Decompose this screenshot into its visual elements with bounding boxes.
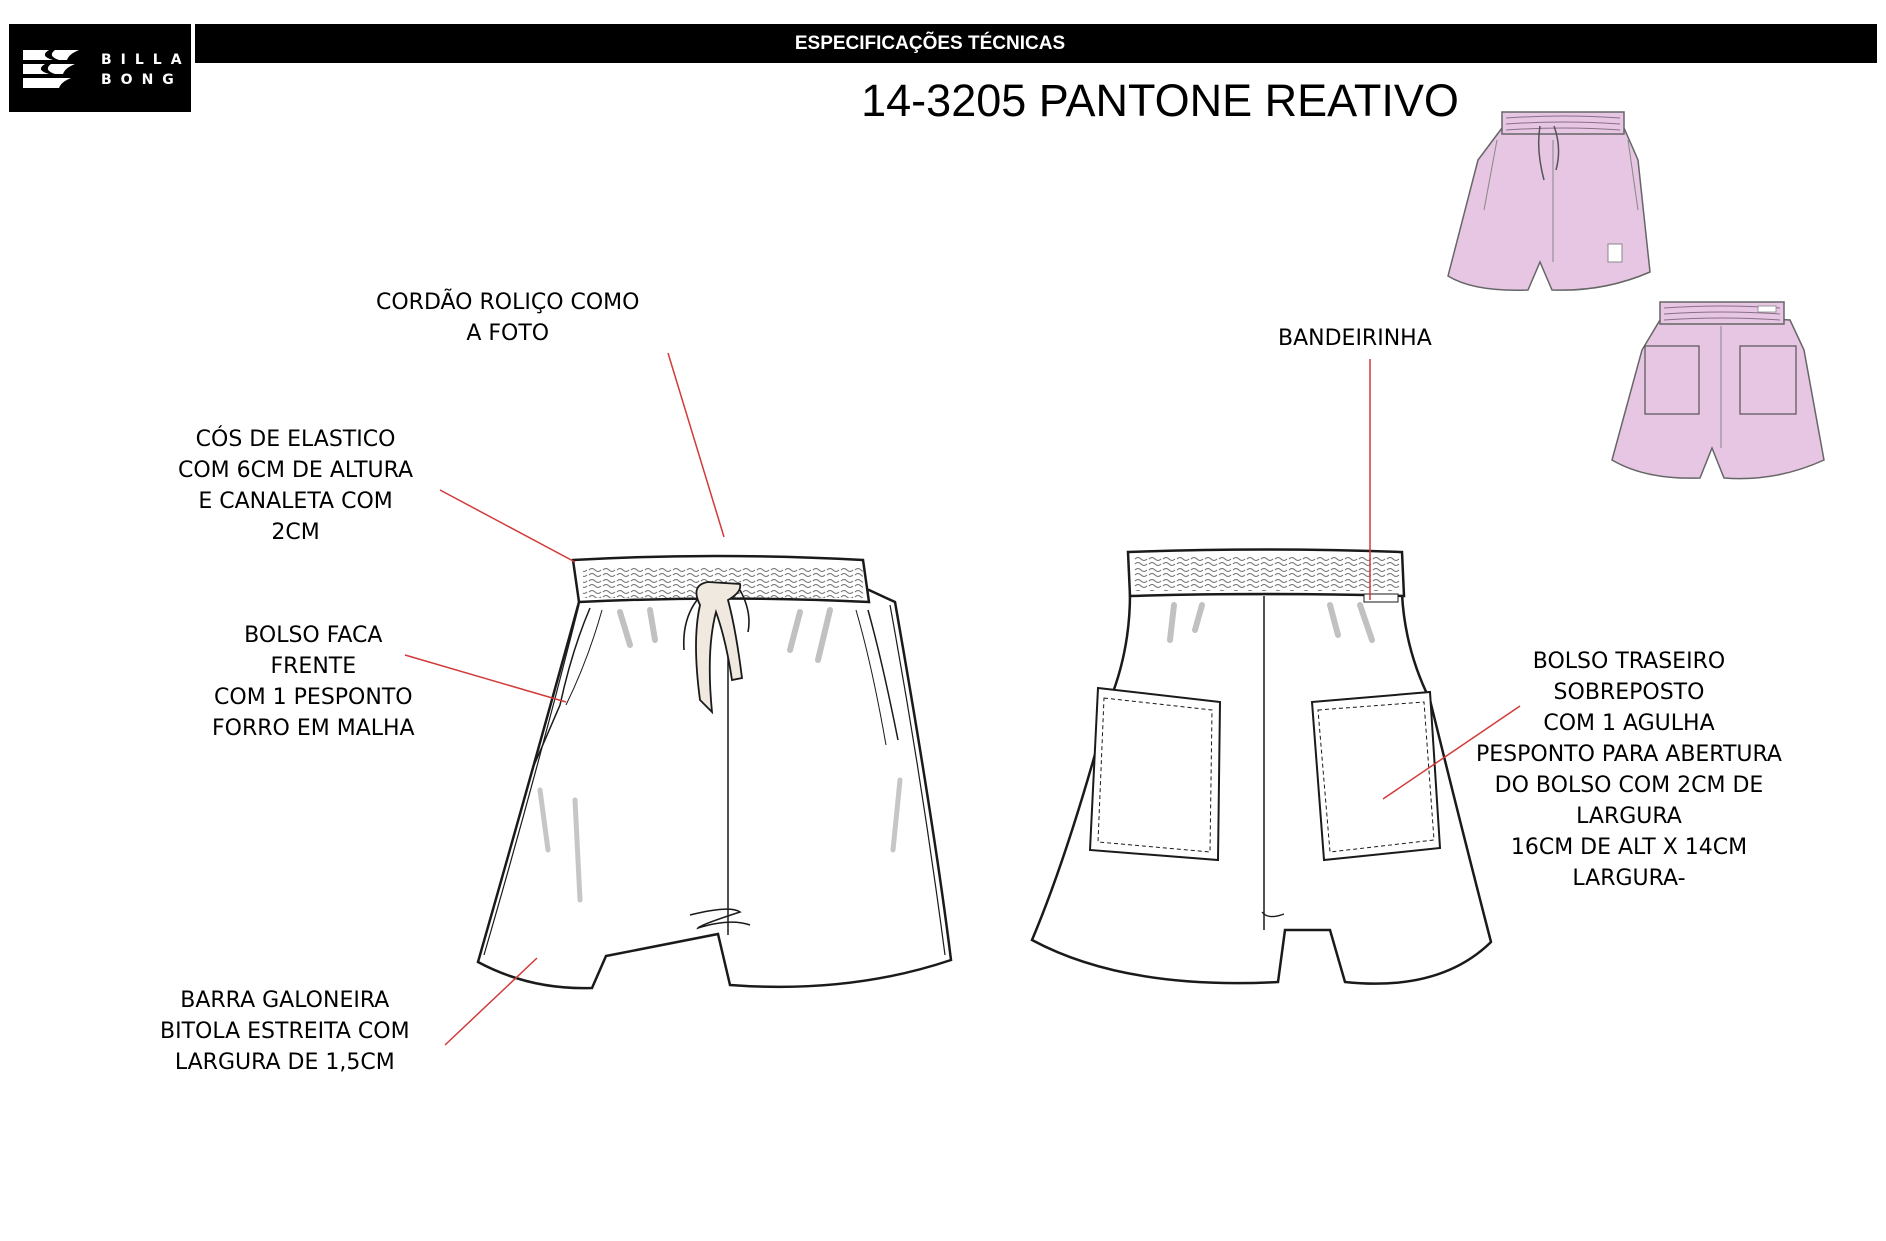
- annotation-cordao: [376, 287, 639, 349]
- annotation-bolso-traseiro: [1476, 646, 1782, 894]
- note-line: FRENTE: [270, 654, 357, 679]
- annotation-barra: [160, 985, 410, 1078]
- note-line: BANDEIRINHA: [1278, 326, 1432, 351]
- front-shorts-drawing: [478, 556, 951, 988]
- pantone-reference: 14-3205 PANTONE REATIVO: [861, 75, 1459, 126]
- logo-text-bong: BONG: [101, 72, 183, 88]
- note-line: COM 6CM DE ALTURA: [178, 458, 414, 483]
- note-line: BITOLA ESTREITA COM: [160, 1019, 410, 1044]
- annotation-bandeirinha: [1278, 323, 1432, 354]
- note-line: CÓS DE ELASTICO: [195, 427, 396, 452]
- note-line: 16CM DE ALT X 14CM: [1510, 835, 1748, 860]
- logo-text-billa: BILLA: [101, 52, 191, 68]
- note-line: COM 1 AGULHA: [1543, 711, 1715, 736]
- note-line: PESPONTO PARA ABERTURA: [1476, 742, 1782, 767]
- note-line: BOLSO TRASEIRO: [1532, 649, 1726, 674]
- preview-back-shorts: [1612, 302, 1824, 479]
- preview-front-shorts: [1448, 112, 1650, 290]
- note-line: A FOTO: [466, 321, 550, 346]
- note-line: BOLSO FACA: [244, 623, 383, 648]
- note-line: BARRA GALONEIRA: [180, 988, 390, 1013]
- note-line: LARGURA DE 1,5CM: [174, 1050, 395, 1075]
- note-line: CORDÃO ROLIÇO COMO: [376, 290, 640, 315]
- annotation-bolso-faca: [212, 620, 415, 744]
- note-line: COM 1 PESPONTO: [214, 685, 413, 710]
- note-line: DO BOLSO COM 2CM DE: [1494, 773, 1764, 798]
- note-line: 2CM: [271, 520, 320, 545]
- note-line: LARGURA: [1576, 804, 1682, 829]
- back-shorts-drawing: [1032, 550, 1491, 984]
- page-title: ESPECIFICAÇÕES TÉCNICAS: [794, 33, 1066, 54]
- note-line: FORRO EM MALHA: [212, 716, 415, 741]
- annotation-cos-elastico: [178, 424, 413, 548]
- note-line: E CANALETA COM: [198, 489, 393, 514]
- note-line: SOBREPOSTO: [1553, 680, 1705, 705]
- note-line: LARGURA-: [1572, 866, 1686, 891]
